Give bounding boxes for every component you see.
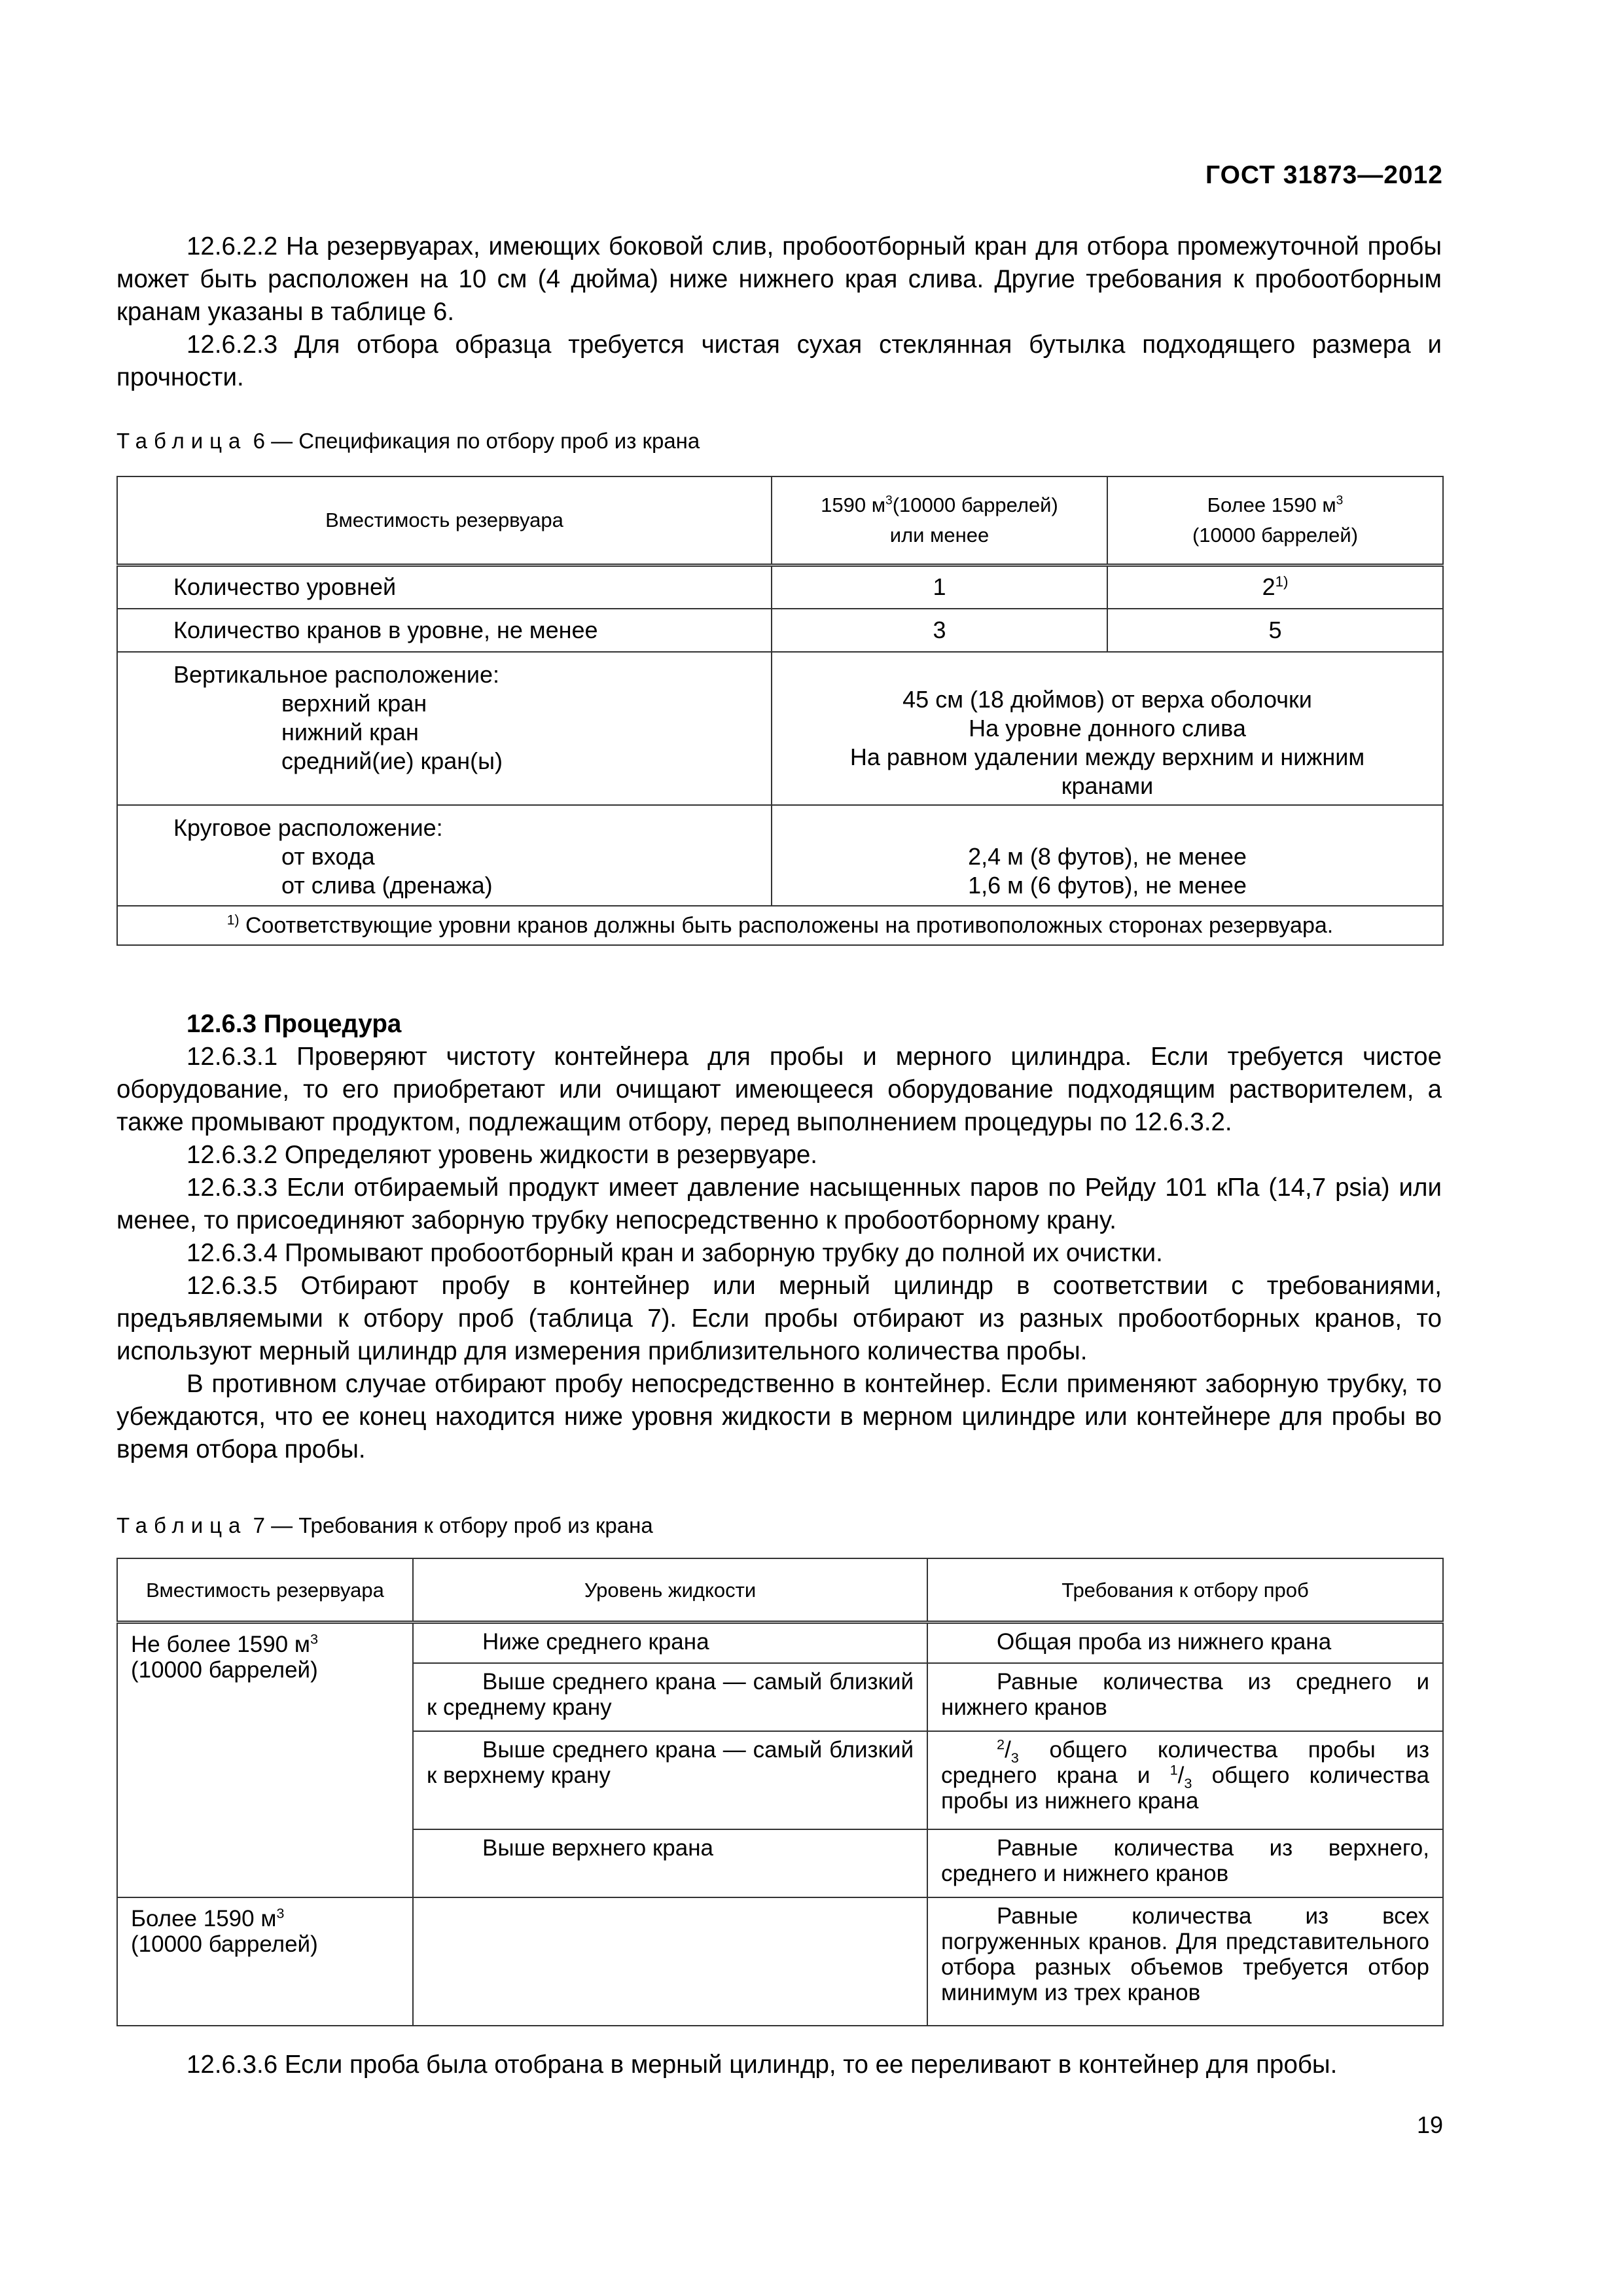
table-row bbox=[117, 1897, 1443, 2026]
row-sublabel: средний(ие) кран(ы) bbox=[281, 747, 503, 774]
document-header: ГОСТ 31873—2012 bbox=[1205, 161, 1443, 189]
capacity-text: (10000 баррелей) bbox=[131, 1657, 318, 1683]
table-row bbox=[117, 609, 1443, 652]
header-text: (10000 баррелей) bbox=[892, 493, 1058, 516]
table7-caption bbox=[116, 1513, 653, 1538]
paragraph-12-6-3-4: 12.6.3.4 Промывают пробоотборный кран и заборную трубку до полной их очистки. bbox=[187, 1239, 1163, 1267]
cell-value: На уровне донного слива bbox=[969, 714, 1246, 742]
requirement-cell: $^2/_3$ общего количества пробы из среднего крана и $^1/_3$ общего количества пробы из нижнего крана bbox=[927, 1731, 1443, 1829]
paragraph-12-6-3-5-cont: В противном случае отбирают пробу непосредственно в контейнер. Если применяют заборную трубку, то убеждаются, что ее конец находится ниже уровня жидкости в мерном цилиндре или контейнере для пробы во время отбора пробы. bbox=[116, 1370, 1442, 1463]
section-12-6-3 bbox=[116, 1008, 1442, 1466]
section-heading: 12.6.3 Процедура bbox=[187, 1010, 402, 1038]
paragraph-12-6-3-6: 12.6.3.6 Если проба была отобрана в мерный цилиндр, то ее переливают в контейнер для пробы. bbox=[187, 2051, 1338, 2079]
liquid-level-cell: Выше среднего крана — самый близкий к верхнему крану bbox=[413, 1731, 927, 1829]
caption-text: 6 — Спецификация по отбору проб из крана bbox=[253, 429, 700, 453]
table-row bbox=[117, 1623, 1443, 1663]
superscript: 3 bbox=[1336, 493, 1344, 508]
col-header-level: Уровень жидкости bbox=[413, 1558, 927, 1623]
superscript: 3 bbox=[276, 1904, 285, 1921]
footnote-text: Соответствующие уровни кранов должны быть расположены на противоположных сторонах резервуара. bbox=[239, 912, 1334, 938]
col-header-capacity: Вместимость резервуара bbox=[117, 476, 772, 565]
capacity-text: Более 1590 м bbox=[131, 1905, 277, 1931]
page-number: 19 bbox=[1416, 2111, 1443, 2138]
table-row bbox=[117, 652, 1443, 805]
requirement-cell: Равные количества из всех погруженных кранов. Для представительного отбора разных объемов требуется отбор минимум из трех кранов bbox=[927, 1897, 1443, 2026]
capacity-cell bbox=[117, 1897, 413, 2026]
col-header-capacity: Вместимость резервуара bbox=[117, 1558, 413, 1623]
capacity-text: Не более 1590 м bbox=[131, 1632, 310, 1657]
liquid-level-cell bbox=[413, 1897, 927, 2026]
cell-value: 5 bbox=[1107, 609, 1443, 652]
caption-label: Таблица bbox=[116, 429, 247, 453]
row-sublabel: нижний кран bbox=[281, 718, 419, 745]
cell-value bbox=[1107, 565, 1443, 609]
cell-value: 1,6 м (6 футов), не менее bbox=[968, 871, 1247, 899]
header-text: или менее bbox=[889, 524, 990, 547]
row-label: Вертикальное расположение: bbox=[173, 660, 500, 688]
table-6 bbox=[116, 476, 1444, 946]
liquid-level-cell: Ниже среднего крана bbox=[413, 1623, 927, 1663]
cell-value: 1 bbox=[772, 565, 1107, 609]
col-header-small bbox=[772, 476, 1107, 565]
paragraph-12-6-3-1: 12.6.3.1 Проверяют чистоту контейнера для пробы и мерного цилиндра. Если требуется чистое оборудование, то его приобретают или очищают имеющееся оборудование подходящим растворителем, а также промывают продуктом, подлежащим отбору, перед выполнением процедуры по 12.6.3.2. bbox=[116, 1043, 1442, 1136]
fraction-numerator: 2 bbox=[997, 1735, 1005, 1752]
row-label: Круговое расположение: bbox=[173, 814, 443, 841]
col-header-large bbox=[1107, 476, 1443, 565]
footnote-ref: 1) bbox=[1275, 573, 1289, 590]
table-row bbox=[117, 805, 1443, 906]
footnote-marker: 1) bbox=[226, 912, 240, 928]
liquid-level-cell: Выше среднего крана — самый близкий к среднему крану bbox=[413, 1663, 927, 1731]
paragraph-12-6-2-3: 12.6.2.3 Для отбора образца требуется чистая сухая стеклянная бутылка подходящего размера и прочности. bbox=[116, 331, 1442, 391]
col-header-requirements: Требования к отбору проб bbox=[927, 1558, 1443, 1623]
row-label: Количество уровней bbox=[117, 565, 772, 609]
paragraph-12-6-2-2: 12.6.2.2 На резервуарах, имеющих боковой слив, пробоотборный кран для отбора промежуточной пробы может быть расположен на 10 см (4 дюйма) ниже нижнего края слива. Другие требования к пробоотборным кранам указаны в таблице 6. bbox=[116, 232, 1442, 326]
table6-caption bbox=[116, 429, 700, 454]
cell-value: 45 см (18 дюймов) от верха оболочки bbox=[902, 685, 1312, 713]
superscript: 3 bbox=[885, 493, 893, 508]
value-text: 2 bbox=[1262, 573, 1275, 601]
paragraph-12-6-3-5: 12.6.3.5 Отбирают пробу в контейнер или мерный цилиндр в соответствии с требованиями, предъявляемыми к отбору проб (таблица 7). Если пробы отбирают из разных пробоотборных кранов, то используют мерный цилиндр для измерения приблизительного количества пробы. bbox=[116, 1272, 1442, 1365]
requirement-cell: Общая проба из нижнего крана bbox=[927, 1623, 1443, 1663]
paragraph-12-6-3-3: 12.6.3.3 Если отбираемый продукт имеет давление насыщенных паров по Рейду 101 кПа (14,7 psia) или менее, то присоединяют заборную трубку непосредственно к пробоотборному крану. bbox=[116, 1174, 1442, 1234]
capacity-text: (10000 баррелей) bbox=[131, 1931, 318, 1957]
cell-value: 2,4 м (8 футов), не менее bbox=[968, 842, 1247, 870]
header-text: Более 1590 м bbox=[1207, 493, 1336, 516]
capacity-cell bbox=[117, 1623, 413, 1897]
table-footnote-row bbox=[117, 906, 1443, 945]
row-sublabel: от слива (дренажа) bbox=[281, 871, 493, 899]
cell-value: 3 bbox=[772, 609, 1107, 652]
header-text: (10000 баррелей) bbox=[1192, 524, 1359, 547]
table-header-row bbox=[117, 476, 1443, 565]
fraction-denominator: 3 bbox=[1184, 1774, 1192, 1791]
paragraph-12-6-3-2: 12.6.3.2 Определяют уровень жидкости в резервуаре. bbox=[187, 1141, 818, 1169]
caption-text: 7 — Требования к отбору проб из крана bbox=[253, 1513, 653, 1537]
row-label-group bbox=[117, 805, 772, 906]
fraction-denominator: 3 bbox=[1010, 1749, 1019, 1766]
requirement-text: общего количества пробы из нижнего крана bbox=[941, 1762, 1430, 1814]
requirement-cell: Равные количества из верхнего, среднего и нижнего кранов bbox=[927, 1829, 1443, 1897]
table-7 bbox=[116, 1558, 1444, 2026]
liquid-level-cell: Выше верхнего крана bbox=[413, 1829, 927, 1897]
cell-value: На равном удалении между верхним и нижним кранами bbox=[849, 743, 1365, 799]
requirement-cell: Равные количества из среднего и нижнего кранов bbox=[927, 1663, 1443, 1731]
table-footnote bbox=[117, 906, 1443, 945]
requirement-text: общего количества пробы из среднего крана и bbox=[941, 1736, 1429, 1788]
merged-value-cell bbox=[772, 652, 1443, 805]
header-text: 1590 м bbox=[821, 493, 886, 516]
table-row bbox=[117, 565, 1443, 609]
row-label: Количество кранов в уровне, не менее bbox=[117, 609, 772, 652]
row-sublabel: верхний кран bbox=[281, 689, 427, 717]
table-header-row bbox=[117, 1558, 1443, 1623]
row-label-group bbox=[117, 652, 772, 805]
row-sublabel: от входа bbox=[281, 842, 375, 870]
caption-label: Таблица bbox=[116, 1513, 247, 1537]
section-12-6-2 bbox=[116, 230, 1442, 394]
superscript: 3 bbox=[310, 1630, 318, 1647]
section-closing bbox=[116, 2049, 1442, 2081]
fraction-numerator: 1 bbox=[1169, 1761, 1178, 1778]
merged-value-cell bbox=[772, 805, 1443, 906]
